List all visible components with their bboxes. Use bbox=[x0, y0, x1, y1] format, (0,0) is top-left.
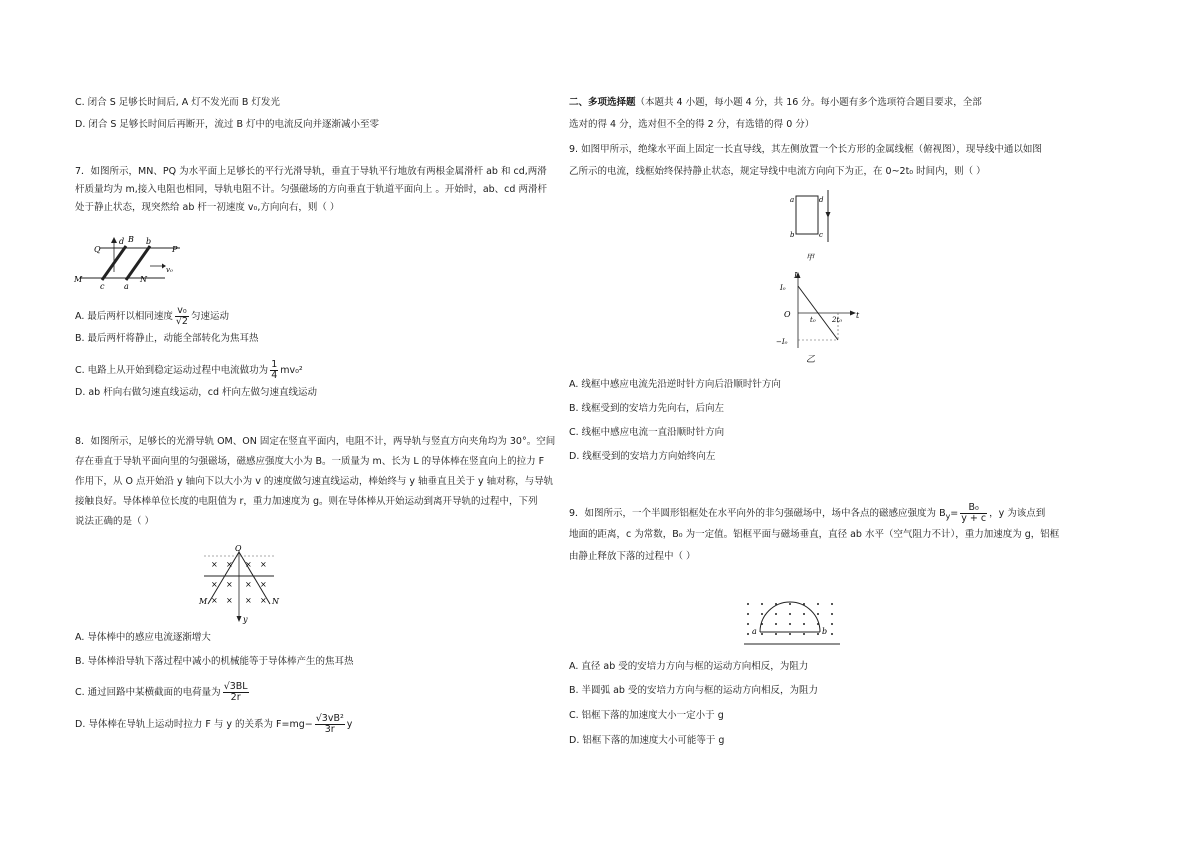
q9a-label-b: b bbox=[790, 231, 795, 239]
q9b-field-denominator: y + c bbox=[961, 513, 987, 524]
q9b-option-b: B. 半圆弧 ab 受的安培力方向与框的运动方向相反，为阻力 bbox=[569, 685, 818, 696]
q8-label-m: M bbox=[199, 597, 208, 606]
q9a-figure-yi bbox=[774, 268, 864, 366]
q8-label-o: O bbox=[235, 544, 242, 553]
q7-rails-figure bbox=[74, 232, 190, 291]
q8-cross: × bbox=[260, 596, 267, 605]
q7-label-n: N bbox=[140, 275, 147, 284]
q9b-option-c: C. 铝框下落的加速度大小一定小于 g bbox=[569, 710, 724, 721]
q7-option-c bbox=[75, 360, 303, 381]
q7-stem-line-3: 处于静止状态，现突然给 ab 杆一初速度 v₀,方向向右，则（ ） bbox=[75, 202, 340, 213]
q6-option-c: C. 闭合 S 足够长时间后, A 灯不发光而 B 灯发光 bbox=[75, 97, 280, 108]
q9a-label-a: a bbox=[790, 196, 795, 204]
q8-option-d bbox=[75, 714, 352, 735]
q7-option-d: D. ab 杆向右做匀速直线运动，cd 杆向左做匀速直线运动 bbox=[75, 387, 318, 398]
q7-label-d: d bbox=[119, 237, 125, 246]
q9b-stem-line-2: 地面的距离，c 为常数，B₀ 为一定值。铝框平面与磁场垂直，直径 ab 水平（空气阻力不计），重力加速度为 g，铝框 bbox=[569, 529, 1060, 540]
q7-option-c-text: C. 电路上从开始到稳定运动过程中电流做功为 bbox=[75, 365, 269, 376]
q9b-label-a: a bbox=[752, 627, 757, 636]
q7-label-a: a bbox=[124, 282, 129, 291]
q9a-stem-line-1: 9. 如图甲所示，绝缘水平面上固定一长直导线，其左侧放置一个长方形的金属线框（俯视图），现导线中通以如图 bbox=[569, 144, 1042, 155]
q9a-label-o: O bbox=[784, 310, 791, 319]
q9a-option-b: B. 线框受到的安培力先向右，后向左 bbox=[569, 403, 725, 414]
section-description-2: 选对的得 4 分，选对但不全的得 2 分，有选错的得 0 分） bbox=[569, 119, 815, 130]
q7-label-c: c bbox=[100, 282, 105, 291]
q9a-label-2t0: 2t₀ bbox=[832, 316, 843, 324]
q9a-option-d: D. 线框受到的安培力方向始终向左 bbox=[569, 451, 716, 462]
q8-option-d-fraction bbox=[315, 714, 345, 735]
q9a-label-d: d bbox=[819, 196, 824, 204]
q8-cross: × bbox=[211, 596, 218, 605]
q7-option-c-suffix: mv₀² bbox=[280, 365, 303, 376]
q9a-option-c: C. 线框中感应电流一直沿顺时针方向 bbox=[569, 427, 725, 438]
q9a-option-a: A. 线框中感应电流先沿逆时针方向后沿顺时针方向 bbox=[569, 379, 781, 390]
q9b-stem-suffix: ，y 为该点到 bbox=[989, 508, 1046, 519]
q7-option-c-numerator: 1 bbox=[271, 359, 278, 370]
q8-cross: × bbox=[226, 560, 233, 569]
q7-option-a-fraction bbox=[175, 306, 189, 327]
q8-option-d-denominator: 3r bbox=[324, 724, 335, 735]
q8-option-b: B. 导体棒沿导轨下落过程中减小的机械能等于导体棒产生的焦耳热 bbox=[75, 656, 354, 667]
q9a-label-i: I bbox=[794, 271, 798, 280]
section-description: （本题共 4 小题，每小题 4 分，共 16 分。每小题有多个选项符合题目要求，全部 bbox=[635, 97, 982, 108]
q7-label-b-field: B bbox=[128, 235, 134, 244]
section-header bbox=[569, 96, 982, 110]
q8-option-d-suffix: y bbox=[346, 719, 353, 730]
q8-option-a: A. 导体棒中的感应电流逐渐增大 bbox=[75, 632, 211, 643]
q8-stem-line-5: 说法正确的是（ ） bbox=[75, 516, 155, 527]
q7-stem-line-2: 杆质量均为 m,接入电阻也相同，导轨电阻不计。匀强磁场的方向垂直于轨道平面向上 。开始时，ab、cd 两滑杆 bbox=[75, 184, 547, 195]
q7-option-a-text: A. 最后两杆以相同速度 bbox=[75, 311, 173, 322]
q9b-option-d: D. 铝框下落的加速度大小可能等于 g bbox=[569, 735, 725, 746]
q7-label-b: b bbox=[146, 237, 152, 246]
q9a-stem-line-2: 乙所示的电流，线框始终保持静止状态，规定导线中电流方向向下为正，在 0~2t₀ 时间内，则（ ） bbox=[569, 166, 986, 177]
q8-stem-line-4: 接触良好。导体棒单位长度的电阻值为 r，重力加速度为 g。则在导体棒从开始运动到离开导轨的过程中，下列 bbox=[75, 496, 538, 507]
q8-cross: × bbox=[245, 596, 252, 605]
q9b-stem-line-1 bbox=[569, 503, 1045, 524]
q8-cross: × bbox=[211, 560, 218, 569]
q9a-label-t0: t₀ bbox=[810, 316, 816, 324]
q9a-figure-jia bbox=[786, 190, 836, 262]
q8-cross: × bbox=[260, 580, 267, 589]
q9b-stem-text: 9．如图所示，一个半圆形铝框处在水平向外的非匀强磁场中，场中各点的磁感应强度为 B bbox=[569, 508, 946, 519]
q9b-option-a: A. 直径 ab 受的安培力方向与框的运动方向相反，为阻力 bbox=[569, 661, 809, 672]
q9b-label-b: b bbox=[822, 627, 828, 636]
q6-option-d: D. 闭合 S 足够长时间后再断开，流过 B 灯中的电流反向并逐渐减小至零 bbox=[75, 119, 379, 130]
q8-cross: × bbox=[245, 560, 252, 569]
q9a-caption-yi: 乙 bbox=[806, 355, 816, 365]
q7-label-p: P bbox=[172, 245, 178, 254]
q9b-field-numerator: B₀ bbox=[960, 503, 987, 514]
q7-option-b: B. 最后两杆将静止，动能全部转化为焦耳热 bbox=[75, 333, 259, 344]
q8-option-c bbox=[75, 682, 251, 703]
q8-stem-line-1: 8．如图所示，足够长的光滑导轨 OM、ON 固定在竖直平面内，电阻不计，两导轨与竖直方向夹角均为 30°。空间 bbox=[75, 436, 556, 447]
q8-option-c-text: C. 通过回路中某横截面的电荷量为 bbox=[75, 687, 221, 698]
q7-option-c-denominator: 4 bbox=[271, 370, 278, 381]
q8-option-c-numerator: √3BL bbox=[223, 681, 248, 692]
q8-cross: × bbox=[260, 560, 267, 569]
q8-label-n: N bbox=[272, 597, 279, 606]
q9b-stem-subscript: y bbox=[945, 511, 951, 521]
q7-option-a-denominator: √2 bbox=[175, 316, 188, 327]
q7-option-a-numerator: v₀ bbox=[175, 306, 189, 317]
q7-option-a bbox=[75, 306, 229, 327]
q8-option-c-fraction bbox=[223, 682, 249, 703]
q8-v-rails-figure bbox=[196, 544, 286, 628]
q7-stem-line-1: 7．如图所示，MN、PQ 为水平面上足够长的平行光滑导轨，垂直于导轨平行地放有两根金属滑杆 ab 和 cd,两滑 bbox=[75, 166, 547, 177]
q9a-caption-jia: 甲 bbox=[806, 253, 814, 262]
q9b-stem-line-3: 由静止释放下落的过程中（ ） bbox=[569, 551, 696, 562]
q9a-label-neg-i0: −I₀ bbox=[776, 338, 788, 346]
q9b-semicircle-figure bbox=[744, 598, 840, 650]
q8-cross: × bbox=[245, 580, 252, 589]
q8-stem-line-3: 作用下，从 O 点开始沿 y 轴向下以大小为 v 的速度做匀速直线运动，棒始终与 y 轴垂直且关于 y 轴对称，与导轨 bbox=[75, 476, 554, 487]
section-title: 二、多项选择题 bbox=[569, 97, 636, 108]
q8-cross: × bbox=[211, 580, 218, 589]
q9a-label-i0: I₀ bbox=[780, 284, 786, 292]
q8-option-d-numerator: √3vB² bbox=[315, 713, 344, 724]
q7-label-v0: v₀ bbox=[166, 266, 173, 274]
q8-cross: × bbox=[226, 580, 233, 589]
q8-stem-line-2: 存在垂直于导轨平面向里的匀强磁场，磁感应强度大小为 B。一质量为 m、长为 L 的导体棒在竖直向上的拉力 F bbox=[75, 456, 545, 467]
q9a-label-c: c bbox=[819, 231, 823, 239]
q9b-stem-equals: = bbox=[950, 508, 959, 519]
q8-option-c-denominator: 2r bbox=[230, 692, 241, 703]
q8-label-y: y bbox=[243, 615, 248, 624]
q7-option-c-fraction bbox=[270, 360, 278, 381]
q8-option-d-text: D. 导体棒在导轨上运动时拉力 F 与 y 的关系为 F=mg− bbox=[75, 719, 313, 730]
q7-label-q: Q bbox=[94, 245, 101, 254]
q7-option-a-suffix: 匀速运动 bbox=[190, 311, 229, 322]
q9b-field-fraction bbox=[960, 503, 987, 524]
q9a-label-t: t bbox=[856, 311, 860, 320]
q8-cross: × bbox=[226, 596, 233, 605]
q7-label-m: M bbox=[74, 275, 83, 284]
